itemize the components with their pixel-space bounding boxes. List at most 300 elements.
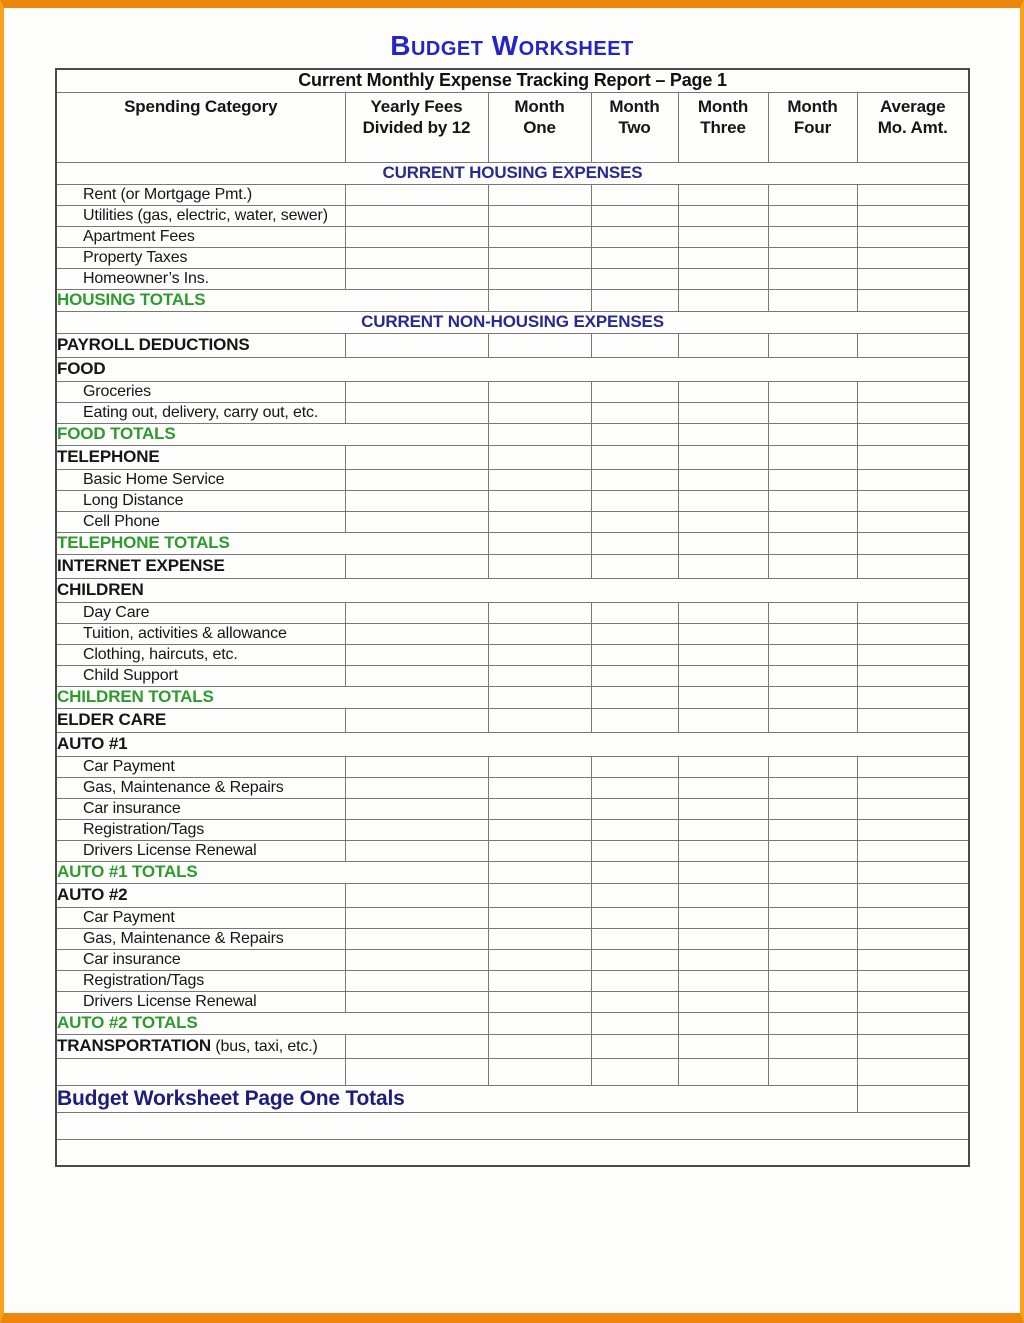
value-cell	[488, 1058, 591, 1085]
row-label: Clothing, haircuts, etc.	[56, 644, 345, 665]
row-label: Day Care	[56, 602, 345, 623]
value-cell	[488, 602, 591, 623]
value-cell	[768, 777, 857, 798]
value-cell	[591, 490, 678, 511]
row-label: Long Distance	[56, 490, 345, 511]
value-cell	[768, 970, 857, 991]
table-row	[56, 423, 969, 445]
row-label: PAYROLL DEDUCTIONS	[56, 333, 345, 357]
value-cell	[488, 445, 591, 469]
value-cell	[678, 226, 768, 247]
value-cell	[857, 1058, 969, 1085]
value-cell	[678, 1012, 768, 1034]
value-cell	[345, 268, 488, 289]
value-cell	[768, 554, 857, 578]
value-cell	[591, 665, 678, 686]
table-row	[56, 247, 969, 268]
value-cell	[591, 423, 678, 445]
value-cell	[488, 333, 591, 357]
value-cell	[345, 840, 488, 861]
value-cell	[488, 840, 591, 861]
value-cell	[488, 623, 591, 644]
value-cell	[857, 686, 969, 708]
value-cell	[678, 1058, 768, 1085]
table-row	[56, 1085, 969, 1112]
value-cell	[591, 554, 678, 578]
value-cell	[678, 602, 768, 623]
value-cell	[345, 333, 488, 357]
value-cell	[591, 883, 678, 907]
value-cell	[488, 991, 591, 1012]
row-label: TELEPHONE	[56, 445, 345, 469]
table-row	[56, 268, 969, 289]
table-row	[56, 289, 969, 311]
row-label: Apartment Fees	[56, 226, 345, 247]
value-cell	[678, 554, 768, 578]
value-cell	[768, 423, 857, 445]
column-header-month-one: Month One	[488, 92, 591, 162]
totals-row-label: AUTO #1 TOTALS	[56, 861, 488, 883]
value-cell	[768, 708, 857, 732]
value-cell	[345, 205, 488, 226]
value-cell	[857, 1085, 969, 1112]
table-row	[56, 162, 969, 184]
table-row	[56, 798, 969, 819]
value-cell	[591, 1058, 678, 1085]
value-cell	[768, 861, 857, 883]
value-cell	[591, 205, 678, 226]
table-row	[56, 357, 969, 381]
value-cell	[591, 469, 678, 490]
table-row	[56, 1034, 969, 1058]
value-cell	[857, 554, 969, 578]
table-row	[56, 883, 969, 907]
table-row	[56, 602, 969, 623]
value-cell	[488, 1034, 591, 1058]
value-cell	[345, 949, 488, 970]
value-cell	[488, 798, 591, 819]
value-cell	[857, 756, 969, 777]
value-cell	[488, 883, 591, 907]
table-row	[56, 840, 969, 861]
column-header-spending-category: Spending Category	[56, 92, 345, 162]
value-cell	[857, 445, 969, 469]
value-cell	[857, 644, 969, 665]
value-cell	[488, 949, 591, 970]
table-row	[56, 445, 969, 469]
table-row	[56, 623, 969, 644]
value-cell	[678, 928, 768, 949]
footer-empty-cell	[56, 1139, 969, 1166]
value-cell	[768, 226, 857, 247]
value-cell	[678, 970, 768, 991]
value-cell	[857, 991, 969, 1012]
totals-row-label: AUTO #2 TOTALS	[56, 1012, 488, 1034]
value-cell	[768, 289, 857, 311]
budget-table	[55, 68, 970, 1167]
table-row	[56, 205, 969, 226]
value-cell	[591, 226, 678, 247]
value-cell	[857, 970, 969, 991]
row-label: Eating out, delivery, carry out, etc.	[56, 402, 345, 423]
row-label: Drivers License Renewal	[56, 840, 345, 861]
value-cell	[857, 1012, 969, 1034]
table-row	[56, 861, 969, 883]
value-cell	[488, 1012, 591, 1034]
table-row	[56, 532, 969, 554]
value-cell	[591, 532, 678, 554]
value-cell	[488, 226, 591, 247]
value-cell	[768, 247, 857, 268]
value-cell	[857, 861, 969, 883]
value-cell	[678, 840, 768, 861]
table-row	[56, 708, 969, 732]
value-cell	[768, 928, 857, 949]
value-cell	[345, 490, 488, 511]
value-cell	[345, 665, 488, 686]
value-cell	[857, 798, 969, 819]
value-cell	[488, 511, 591, 532]
value-cell	[857, 665, 969, 686]
row-label: Rent (or Mortgage Pmt.)	[56, 184, 345, 205]
row-label: Utilities (gas, electric, water, sewer)	[56, 205, 345, 226]
value-cell	[345, 777, 488, 798]
value-cell	[768, 686, 857, 708]
value-cell	[591, 798, 678, 819]
table-row	[56, 311, 969, 333]
value-cell	[768, 184, 857, 205]
value-cell	[488, 268, 591, 289]
value-cell	[591, 686, 678, 708]
column-header-month-three: Month Three	[678, 92, 768, 162]
value-cell	[488, 644, 591, 665]
table-row	[56, 511, 969, 532]
value-cell	[678, 402, 768, 423]
value-cell	[678, 798, 768, 819]
value-cell	[678, 949, 768, 970]
value-cell	[591, 907, 678, 928]
value-cell	[768, 819, 857, 840]
report-title-row	[56, 69, 969, 92]
value-cell	[345, 381, 488, 402]
column-header-month-two: Month Two	[591, 92, 678, 162]
value-cell	[488, 532, 591, 554]
value-cell	[488, 490, 591, 511]
value-cell	[768, 333, 857, 357]
value-cell	[345, 402, 488, 423]
value-cell	[768, 798, 857, 819]
row-label: Gas, Maintenance & Repairs	[56, 777, 345, 798]
value-cell	[768, 402, 857, 423]
row-label: Registration/Tags	[56, 819, 345, 840]
value-cell	[488, 423, 591, 445]
value-cell	[345, 511, 488, 532]
value-cell	[591, 970, 678, 991]
value-cell	[591, 402, 678, 423]
row-label: Car Payment	[56, 756, 345, 777]
value-cell	[488, 381, 591, 402]
value-cell	[678, 708, 768, 732]
row-label: Property Taxes	[56, 247, 345, 268]
row-label: CHILDREN	[56, 578, 969, 602]
value-cell	[345, 883, 488, 907]
table-row	[56, 907, 969, 928]
value-cell	[678, 644, 768, 665]
value-cell	[768, 665, 857, 686]
value-cell	[768, 532, 857, 554]
value-cell	[857, 381, 969, 402]
value-cell	[857, 333, 969, 357]
column-header-yearly-fees: Yearly Fees Divided by 12	[345, 92, 488, 162]
value-cell	[488, 554, 591, 578]
totals-row-label: TELEPHONE TOTALS	[56, 532, 488, 554]
value-cell	[488, 928, 591, 949]
row-label: Car Payment	[56, 907, 345, 928]
row-label: Gas, Maintenance & Repairs	[56, 928, 345, 949]
value-cell	[857, 602, 969, 623]
value-cell	[488, 861, 591, 883]
value-cell	[591, 511, 678, 532]
value-cell	[768, 1034, 857, 1058]
value-cell	[591, 819, 678, 840]
value-cell	[857, 184, 969, 205]
value-cell	[345, 756, 488, 777]
value-cell	[488, 970, 591, 991]
value-cell	[488, 708, 591, 732]
value-cell	[591, 623, 678, 644]
column-header-month-four: Month Four	[768, 92, 857, 162]
table-row	[56, 1012, 969, 1034]
category-label: TRANSPORTATION	[57, 1035, 212, 1055]
value-cell	[345, 1058, 488, 1085]
value-cell	[345, 644, 488, 665]
row-label: Cell Phone	[56, 511, 345, 532]
value-cell	[591, 928, 678, 949]
table-row	[56, 644, 969, 665]
value-cell	[678, 490, 768, 511]
value-cell	[591, 777, 678, 798]
table-row	[56, 1058, 969, 1085]
table-row	[56, 226, 969, 247]
value-cell	[678, 469, 768, 490]
value-cell	[768, 268, 857, 289]
value-cell	[857, 289, 969, 311]
value-cell	[591, 756, 678, 777]
value-cell	[591, 289, 678, 311]
value-cell	[768, 991, 857, 1012]
value-cell	[345, 991, 488, 1012]
value-cell	[768, 490, 857, 511]
row-label: Car insurance	[56, 798, 345, 819]
value-cell	[678, 756, 768, 777]
value-cell	[345, 708, 488, 732]
table-row	[56, 578, 969, 602]
value-cell	[678, 777, 768, 798]
value-cell	[678, 861, 768, 883]
value-cell	[345, 445, 488, 469]
value-cell	[857, 949, 969, 970]
table-row	[56, 819, 969, 840]
row-label: Registration/Tags	[56, 970, 345, 991]
row-label: AUTO #2	[56, 883, 345, 907]
value-cell	[345, 554, 488, 578]
value-cell	[768, 381, 857, 402]
value-cell	[857, 623, 969, 644]
value-cell	[678, 532, 768, 554]
value-cell	[591, 184, 678, 205]
table-row	[56, 381, 969, 402]
page-title: Budget Worksheet	[390, 30, 634, 61]
table-row	[56, 333, 969, 357]
value-cell	[678, 423, 768, 445]
value-cell	[345, 247, 488, 268]
value-cell	[591, 602, 678, 623]
value-cell	[488, 777, 591, 798]
totals-row-label: FOOD TOTALS	[56, 423, 488, 445]
value-cell	[591, 247, 678, 268]
value-cell	[678, 883, 768, 907]
value-cell	[56, 1058, 345, 1085]
value-cell	[857, 532, 969, 554]
value-cell	[768, 907, 857, 928]
value-cell	[857, 205, 969, 226]
value-cell	[768, 205, 857, 226]
table-row	[56, 991, 969, 1012]
value-cell	[768, 511, 857, 532]
value-cell	[345, 226, 488, 247]
value-cell	[678, 511, 768, 532]
table-body	[56, 162, 969, 1166]
value-cell	[591, 991, 678, 1012]
value-cell	[857, 402, 969, 423]
table-row	[56, 402, 969, 423]
value-cell	[678, 333, 768, 357]
value-cell	[678, 623, 768, 644]
value-cell	[768, 602, 857, 623]
row-label: AUTO #1	[56, 732, 969, 756]
value-cell	[857, 883, 969, 907]
table-row	[56, 949, 969, 970]
row-label: Basic Home Service	[56, 469, 345, 490]
row-label: FOOD	[56, 357, 969, 381]
totals-row-label: CHILDREN TOTALS	[56, 686, 488, 708]
value-cell	[857, 907, 969, 928]
value-cell	[488, 686, 591, 708]
value-cell	[345, 907, 488, 928]
value-cell	[678, 907, 768, 928]
table-row	[56, 777, 969, 798]
value-cell	[857, 840, 969, 861]
value-cell	[857, 490, 969, 511]
value-cell	[488, 469, 591, 490]
value-cell	[591, 445, 678, 469]
category-note: (bus, taxi, etc.)	[211, 1037, 318, 1055]
value-cell	[768, 756, 857, 777]
value-cell	[857, 777, 969, 798]
value-cell	[591, 381, 678, 402]
value-cell	[857, 268, 969, 289]
value-cell	[857, 226, 969, 247]
value-cell	[678, 247, 768, 268]
value-cell	[591, 1012, 678, 1034]
table-row	[56, 490, 969, 511]
value-cell	[488, 665, 591, 686]
footer-empty-cell	[56, 1112, 969, 1139]
value-cell	[591, 949, 678, 970]
value-cell	[488, 819, 591, 840]
value-cell	[345, 1034, 488, 1058]
row-label: Homeowner’s Ins.	[56, 268, 345, 289]
value-cell	[591, 333, 678, 357]
value-cell	[857, 1034, 969, 1058]
value-cell	[591, 708, 678, 732]
value-cell	[345, 184, 488, 205]
value-cell	[345, 602, 488, 623]
value-cell	[678, 184, 768, 205]
value-cell	[768, 644, 857, 665]
row-label: Tuition, activities & allowance	[56, 623, 345, 644]
table-row	[56, 686, 969, 708]
value-cell	[857, 423, 969, 445]
value-cell	[678, 268, 768, 289]
value-cell	[488, 402, 591, 423]
value-cell	[768, 1058, 857, 1085]
row-label: ELDER CARE	[56, 708, 345, 732]
value-cell	[345, 819, 488, 840]
table-row	[56, 756, 969, 777]
value-cell	[678, 991, 768, 1012]
value-cell	[768, 623, 857, 644]
row-label: INTERNET EXPENSE	[56, 554, 345, 578]
table-row	[56, 469, 969, 490]
row-label: Child Support	[56, 665, 345, 686]
value-cell	[678, 1034, 768, 1058]
value-cell	[678, 665, 768, 686]
table-row	[56, 1139, 969, 1166]
value-cell	[857, 819, 969, 840]
table-row	[56, 970, 969, 991]
table-row	[56, 732, 969, 756]
value-cell	[678, 686, 768, 708]
value-cell	[591, 1034, 678, 1058]
row-label: Car insurance	[56, 949, 345, 970]
value-cell	[857, 469, 969, 490]
totals-row-label: HOUSING TOTALS	[56, 289, 488, 311]
table-row	[56, 665, 969, 686]
value-cell	[488, 184, 591, 205]
table-row	[56, 554, 969, 578]
section-banner: CURRENT HOUSING EXPENSES	[56, 162, 969, 184]
value-cell	[768, 949, 857, 970]
value-cell	[488, 756, 591, 777]
value-cell	[488, 907, 591, 928]
value-cell	[345, 928, 488, 949]
report-title: Current Monthly Expense Tracking Report – Page 1	[56, 69, 969, 92]
column-header-row	[56, 92, 969, 162]
value-cell	[591, 644, 678, 665]
value-cell	[857, 511, 969, 532]
value-cell	[591, 861, 678, 883]
grand-total-label: Budget Worksheet Page One Totals	[56, 1085, 857, 1112]
row-label: Groceries	[56, 381, 345, 402]
value-cell	[768, 469, 857, 490]
value-cell	[345, 623, 488, 644]
value-cell	[345, 469, 488, 490]
row-label: Drivers License Renewal	[56, 991, 345, 1012]
value-cell	[678, 289, 768, 311]
value-cell	[857, 928, 969, 949]
value-cell	[678, 205, 768, 226]
